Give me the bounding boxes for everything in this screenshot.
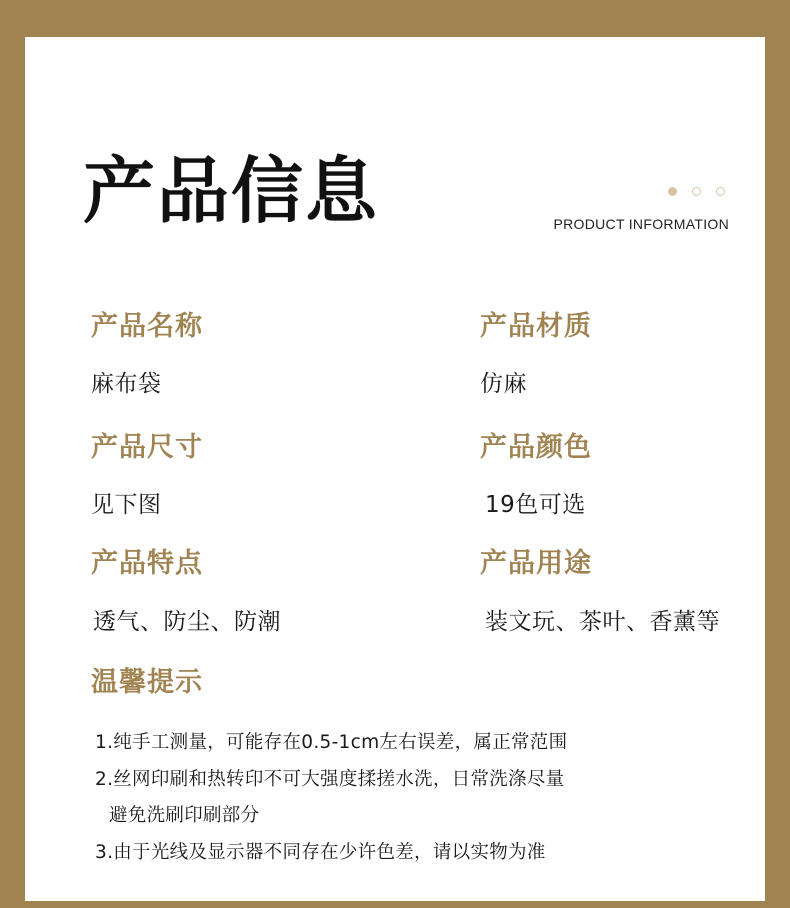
field-label-material: 产品材质 [480,311,592,342]
page-title: 产品信息 [83,149,380,233]
list-item [95,725,735,762]
field-value-material: 仿麻 [480,371,527,397]
field-value-usage: 装文玩、茶叶、香薰等 [485,609,720,635]
field-value-size: 见下图 [91,492,162,518]
list-item [95,835,735,872]
field-label-name: 产品名称 [91,311,203,342]
field-label-features: 产品特点 [91,548,203,579]
dot-filled-icon [668,187,677,196]
list-item [95,762,735,835]
field-value-features: 透气、防尘、防潮 [93,609,281,635]
field-label-color: 产品颜色 [480,432,592,463]
page-subtitle: PRODUCT INFORMATION [553,216,729,232]
tips-list [95,725,735,871]
tip-text: 2.丝网印刷和热转印不可大强度揉搓水洗，日常洗涤尽量 [95,768,565,790]
dot-outline-icon [692,187,701,196]
tip-text: 1.纯手工测量，可能存在0.5-1cm左右误差，属正常范围 [95,732,568,753]
field-label-size: 产品尺寸 [91,432,203,463]
field-value-name: 麻布袋 [91,371,162,397]
dot-outline-icon [716,187,725,196]
tip-text: 3.由于光线及显示器不同存在少许色差，请以实物为准 [95,841,546,863]
field-value-color: 19色可选 [485,492,586,518]
content-card [25,37,765,901]
field-label-usage: 产品用途 [480,548,592,579]
tip-text-continued: 避免洗刷印刷部分 [109,805,260,826]
tips-heading: 温馨提示 [91,667,203,698]
